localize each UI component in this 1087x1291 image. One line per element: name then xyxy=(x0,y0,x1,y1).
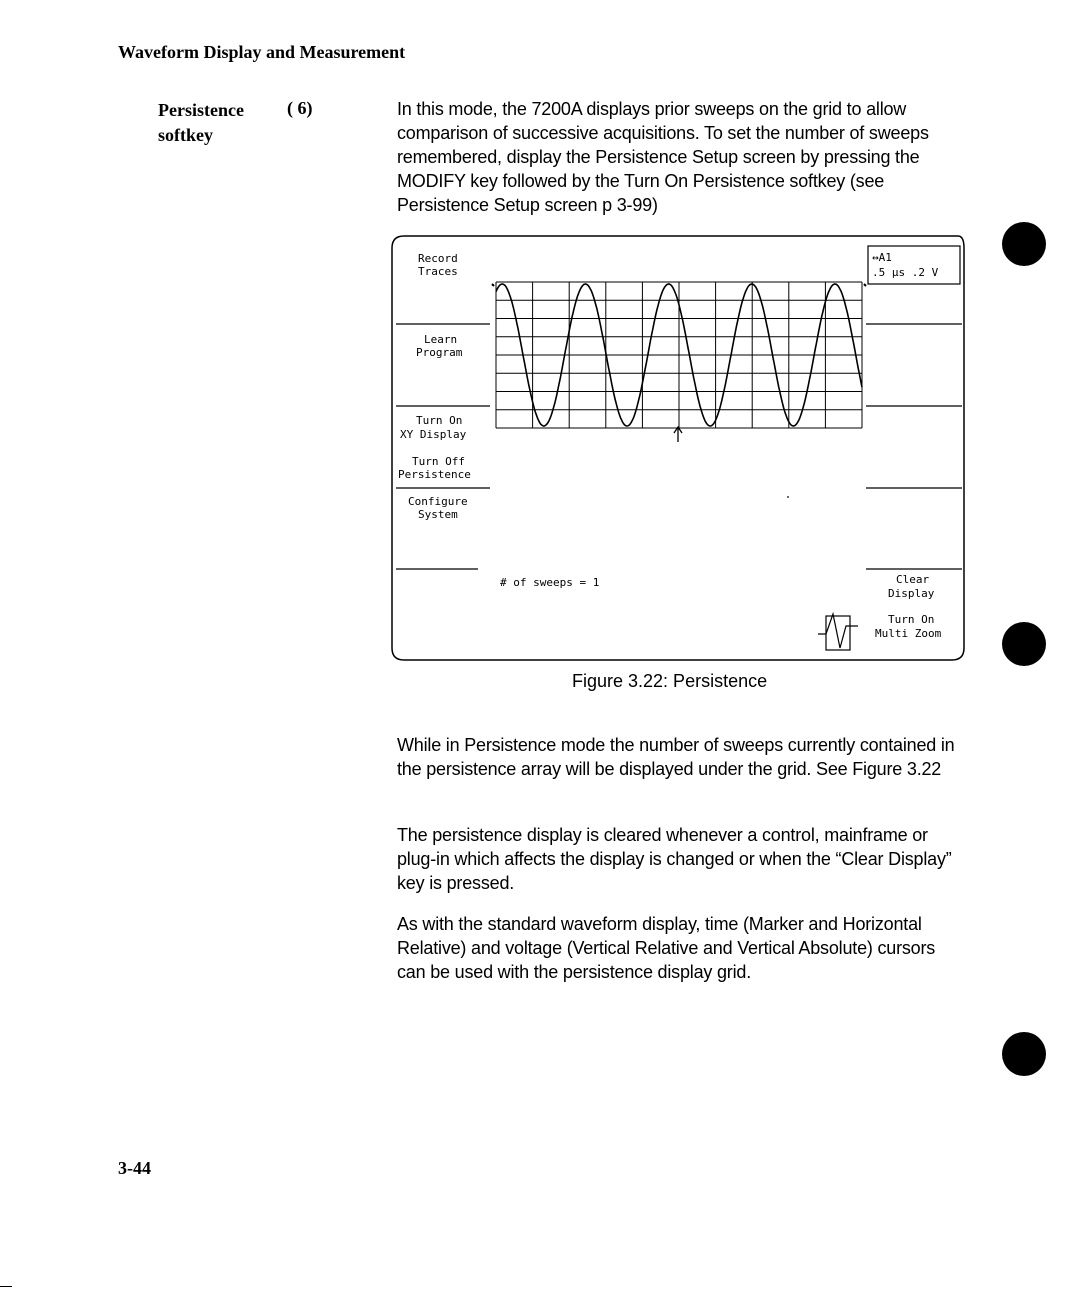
stray-dot xyxy=(787,496,789,498)
binder-hole-middle xyxy=(1002,622,1046,666)
cursor-paragraph: As with the standard waveform display, time (Marker and Horizontal Relative) and voltage (Vertical Relative and Vertical Absolute) cursors can be used with the persistence display grid. xyxy=(397,914,936,982)
left-edge-marker xyxy=(492,284,494,286)
right-edge-marker xyxy=(864,284,866,286)
page-edge-mark xyxy=(0,1286,12,1287)
sweeps-paragraph: While in Persistence mode the number of sweeps currently contained in the persistence array will be displayed under the grid. See Figure 3.22 xyxy=(397,735,955,779)
softkey-xy-display-l2: XY Display xyxy=(400,428,467,441)
figure-caption: Figure 3.22: Persistence xyxy=(572,671,768,691)
multi-zoom-icon xyxy=(818,614,858,650)
binder-hole-bottom xyxy=(1002,1032,1046,1076)
section-title-line2: softkey xyxy=(158,125,213,145)
softkey-record-traces-l1: Record xyxy=(418,252,458,265)
softkey-configure-system-l2: System xyxy=(418,508,458,521)
softkey-persistence-l1: Turn Off xyxy=(412,455,465,468)
readout-timebase: .5 µs .2 V xyxy=(872,266,939,279)
persistence-screen-figure xyxy=(388,230,968,666)
softkey-xy-display-l1: Turn On xyxy=(416,414,463,427)
softkey-clear-display-l1: Clear xyxy=(896,573,930,586)
running-header: Waveform Display and Measurement xyxy=(118,42,406,62)
softkey-record-traces-l2: Traces xyxy=(418,265,458,278)
sweeps-counter: # of sweeps = 1 xyxy=(500,576,600,589)
trigger-arrow xyxy=(674,427,682,442)
readout-channel: ↔A1 xyxy=(872,251,892,264)
binder-hole-top xyxy=(1002,222,1046,266)
softkey-configure-system-l1: Configure xyxy=(408,495,468,508)
softkey-learn-program-l2: Program xyxy=(416,346,463,359)
softkey-clear-display-l2: Display xyxy=(888,587,935,600)
page-number: 3-44 xyxy=(118,1158,151,1178)
softkey-multi-zoom-l2: Multi Zoom xyxy=(875,627,942,640)
section-title xyxy=(158,98,278,148)
softkey-learn-program-l1: Learn xyxy=(424,333,458,346)
softkey-number: ( 6) xyxy=(287,98,313,118)
softkey-multi-zoom-l1: Turn On xyxy=(888,613,935,626)
clear-paragraph: The persistence display is cleared whenever a control, mainframe or plug-in which affects the display is changed or when the “Clear Display” key is pressed. xyxy=(397,825,952,893)
intro-paragraph: In this mode, the 7200A displays prior sweeps on the grid to allow comparison of successive acquisitions. To set the number of sweeps remembered, display the Persistence Setup screen by pressing the MODIFY key followed by the Turn On Persistence softkey (see Persistence Setup screen p 3-99) xyxy=(397,99,929,215)
softkey-persistence-l2: Persistence xyxy=(398,468,471,481)
section-title-line1: Persistence xyxy=(158,100,244,120)
